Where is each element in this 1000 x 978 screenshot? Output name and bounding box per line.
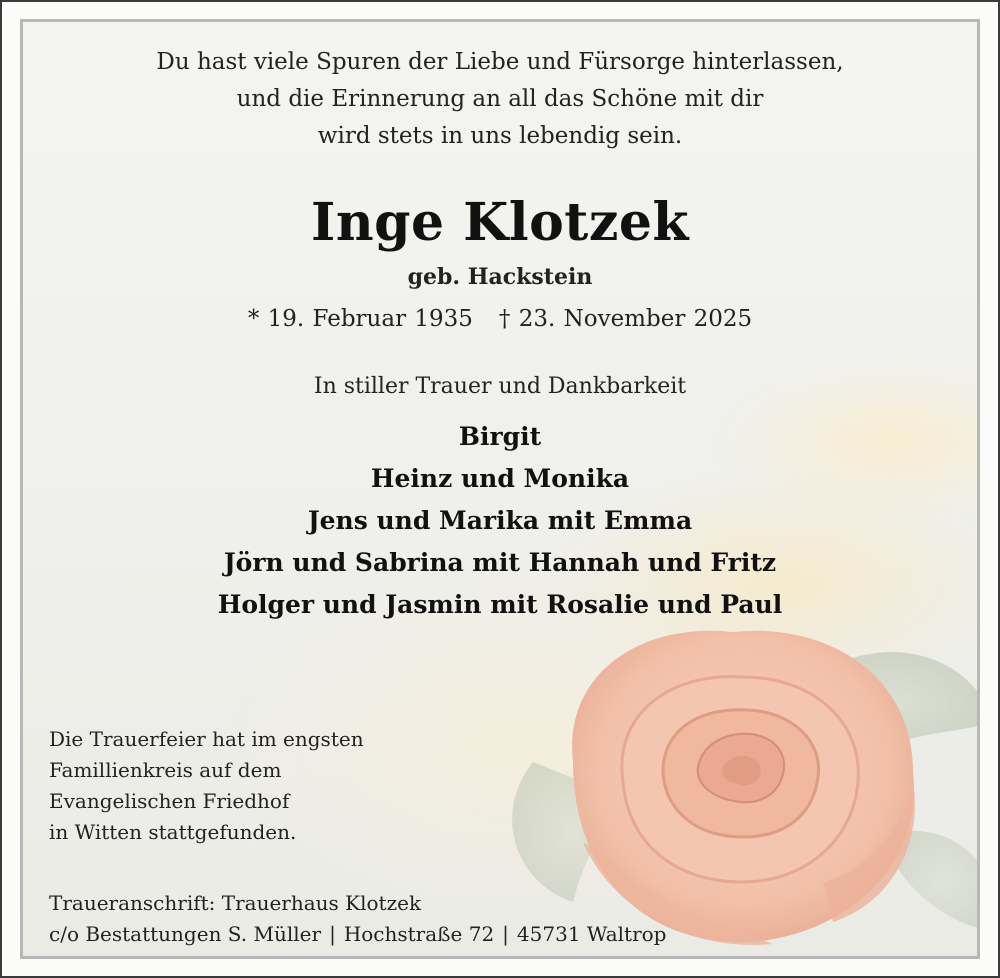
mourning-address (49, 888, 666, 950)
family-member: Jörn und Sabrina mit Hannah und Fritz (223, 548, 777, 577)
ceremony-line: Die Trauerfeier hat im engsten (49, 727, 364, 751)
family-member: Birgit (458, 422, 542, 451)
verse (23, 44, 977, 155)
ceremony-info (49, 724, 364, 848)
verse-line: Du hast viele Spuren der Liebe und Fürsorge hinterlassen, (156, 49, 844, 75)
address-line: Traueranschrift: Trauerhaus Klotzek (49, 891, 422, 915)
verse-line: wird stets in uns lebendig sein. (317, 123, 683, 149)
address-company: c/o Bestattungen S. Müller (49, 922, 322, 946)
deceased-name: Inge Klotzek (311, 192, 689, 253)
family-member: Heinz und Monika (370, 464, 630, 493)
ceremony-line: Famillienkreis auf dem (49, 758, 282, 782)
notice-panel (20, 19, 980, 959)
address-city: 45731 Waltrop (516, 922, 667, 946)
verse-line: und die Erinnerung an all das Schöne mit dir (236, 86, 764, 112)
life-dates (23, 306, 977, 332)
address-separator: | (502, 922, 509, 946)
death-date: † 23. November 2025 (498, 306, 753, 332)
address-separator: | (329, 922, 336, 946)
address-line (49, 919, 666, 950)
maiden-name: geb. Hackstein (407, 264, 593, 290)
family-member: Holger und Jasmin mit Rosalie und Paul (217, 590, 783, 619)
address-street: Hochstraße 72 (343, 922, 495, 946)
ceremony-line: in Witten stattgefunden. (49, 820, 297, 844)
family-member: Jens und Marika mit Emma (307, 506, 693, 535)
birth-date: * 19. Februar 1935 (247, 306, 473, 332)
mourning-line: In stiller Trauer und Dankbarkeit (313, 374, 687, 399)
ceremony-line: Evangelischen Friedhof (49, 789, 290, 813)
family-list (23, 416, 977, 626)
